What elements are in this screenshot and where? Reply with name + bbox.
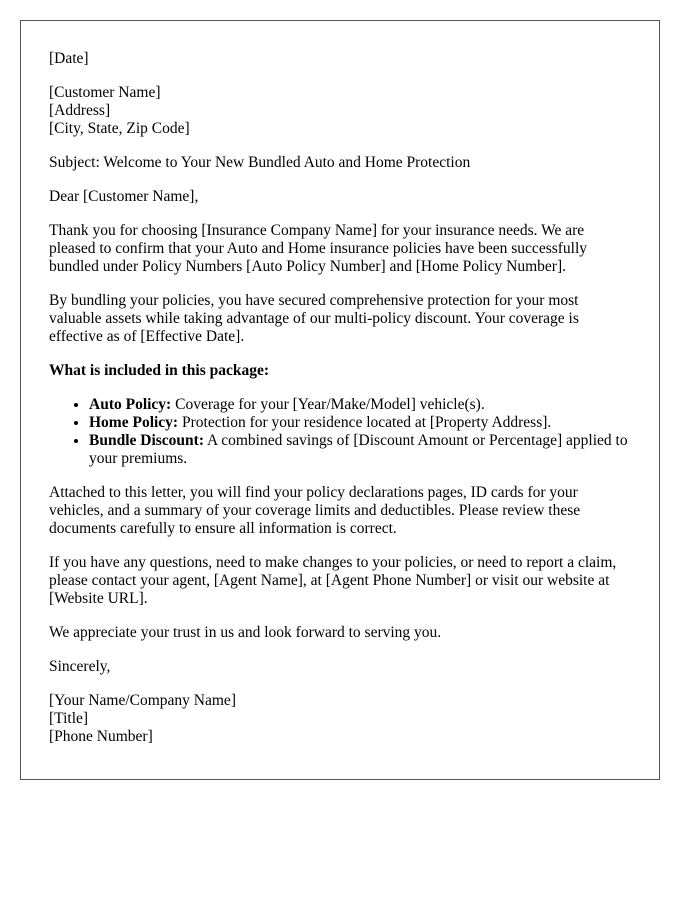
paragraph-bundling: By bundling your policies, you have secured comprehensive protection for your most valuable assets while taking advantage of our multi-policy discount. Your coverage is effective as of [Effective Date].: [49, 292, 579, 345]
letter-salutation: Dear [Customer Name],: [49, 188, 199, 205]
signature-block: [49, 692, 631, 746]
letter-closing: Sincerely,: [49, 658, 111, 675]
signature-phone: [Phone Number]: [49, 728, 153, 745]
letter-page: [20, 20, 660, 780]
letter-date: [Date]: [49, 50, 89, 67]
recipient-address-block: [49, 84, 631, 138]
recipient-city-state-zip: [City, State, Zip Code]: [49, 120, 190, 137]
letter-subject: Subject: Welcome to Your New Bundled Auto and Home Protection: [49, 154, 471, 171]
package-item-auto: [89, 396, 631, 414]
signature-name: [Your Name/Company Name]: [49, 692, 236, 709]
package-item-text: Protection for your residence located at [Property Address].: [178, 414, 552, 431]
package-item-home: [89, 414, 631, 432]
paragraph-intro: Thank you for choosing [Insurance Company Name] for your insurance needs. We are pleased to confirm that your Auto and Home insurance policies have been successfully bundled under Policy Numbers [Auto Policy Number] and [Home Policy Number].: [49, 222, 588, 275]
package-heading: What is included in this package:: [49, 362, 270, 379]
package-item-text: Coverage for your [Year/Make/Model] vehicle(s).: [171, 396, 485, 413]
signature-title: [Title]: [49, 710, 89, 727]
package-item-label: Home Policy:: [89, 414, 179, 431]
package-item-discount: [89, 432, 631, 468]
paragraph-attachments: Attached to this letter, you will find your policy declarations pages, ID cards for your vehicles, and a summary of your coverage limits and deductibles. Please review these documents carefully to ensure all information is correct.: [49, 484, 581, 537]
recipient-name: [Customer Name]: [49, 84, 161, 101]
package-item-text: A combined savings of [Discount Amount or Percentage] applied to your premiums.: [89, 432, 628, 467]
paragraph-contact: If you have any questions, need to make changes to your policies, or need to report a claim, please contact your agent, [Agent Name], at [Agent Phone Number] or visit our website at [Website URL].: [49, 554, 617, 607]
recipient-address: [Address]: [49, 102, 111, 119]
package-list: [49, 396, 631, 468]
package-item-label: Bundle Discount:: [89, 432, 204, 449]
package-item-label: Auto Policy:: [89, 396, 172, 413]
paragraph-appreciation: We appreciate your trust in us and look forward to serving you.: [49, 624, 442, 641]
